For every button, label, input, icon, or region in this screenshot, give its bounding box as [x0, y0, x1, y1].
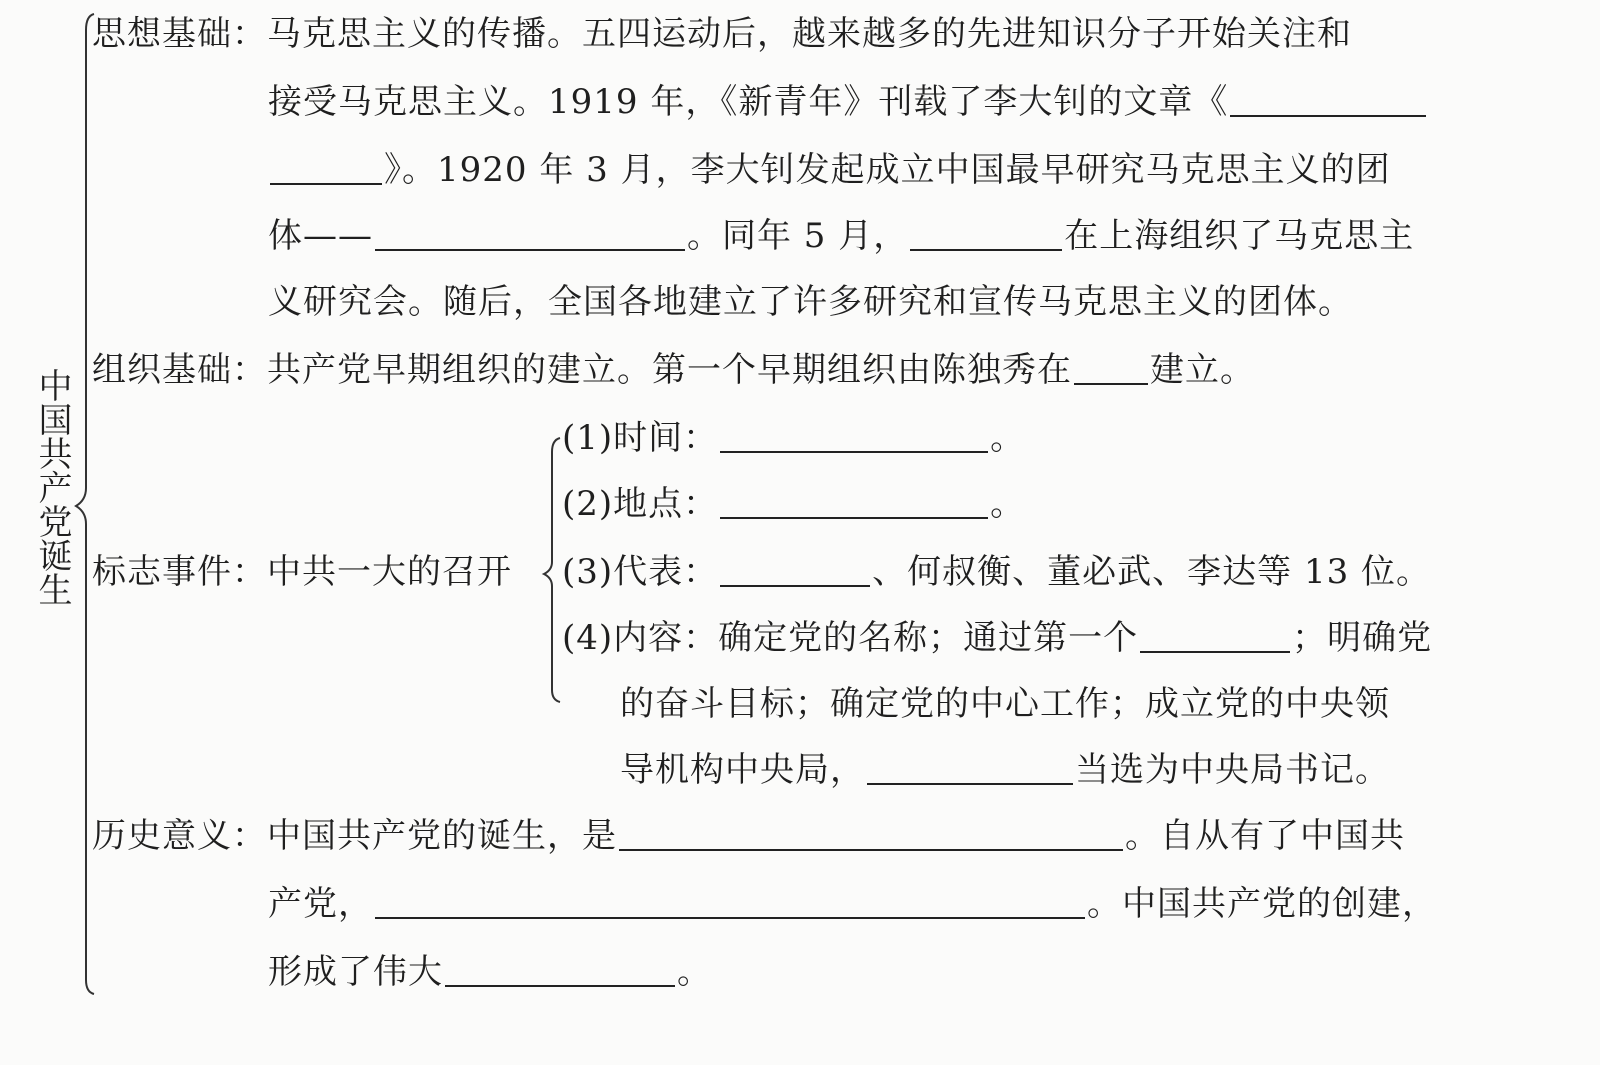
blank-program[interactable] [1140, 621, 1290, 653]
event-reps-label: (3)代表： [562, 552, 719, 592]
thought-line-1 [92, 12, 1352, 56]
thought-line-5 [268, 280, 1353, 324]
thought-text-4b: 。同年 5 月， [687, 216, 909, 256]
blank-organizer[interactable] [910, 219, 1062, 251]
blank-time[interactable] [720, 421, 988, 453]
blank-place[interactable] [720, 487, 988, 519]
significance-line-3 [268, 950, 712, 994]
event-reps-end: 、何叔衡、董必武、李达等 13 位。 [872, 552, 1432, 592]
event-content-text: (4)内容：确定党的名称；通过第一个 [562, 618, 1139, 658]
organization-text-a: 共产党早期组织的建立。第一个早期组织由陈独秀在 [267, 350, 1072, 390]
thought-line-3 [268, 148, 1391, 192]
event-content-text-2: 的奋斗目标；确定党的中心工作；成立党的中央领 [620, 684, 1390, 724]
organization-text-b: 建立。 [1150, 350, 1255, 390]
thought-text-4a: 体—— [268, 216, 373, 256]
significance-text-3b: 。 [677, 952, 712, 992]
significance-text-1b: 。自从有了中国共 [1125, 816, 1405, 856]
event-main-line [92, 550, 512, 594]
significance-text-1a: 中国共产党的诞生，是 [267, 816, 617, 856]
significance-line-1 [92, 814, 1405, 858]
blank-secretary[interactable] [867, 753, 1073, 785]
organization-label: 组织基础： [92, 350, 267, 390]
organization-line [92, 348, 1255, 392]
blank-research-group[interactable] [375, 219, 685, 251]
event-reps-line [562, 550, 1431, 594]
thought-text-5: 义研究会。随后，全国各地建立了许多研究和宣传马克思主义的团体。 [268, 282, 1353, 322]
event-text: 中共一大的召开 [267, 552, 512, 592]
vertical-title: 中国共产党诞生 [32, 368, 72, 606]
significance-label: 历史意义： [92, 816, 267, 856]
significance-text-2a: 产党， [268, 884, 373, 924]
thought-line-2 [268, 80, 1428, 124]
thought-text-2: 接受马克思主义。1919 年，《新青年》刊载了李大钊的文章《 [268, 82, 1229, 122]
thought-line-4 [268, 214, 1414, 258]
thought-text-4c: 在上海组织了马克思主 [1064, 216, 1415, 256]
thought-text-3: 》。1920 年 3 月，李大钊发起成立中国最早研究马克思主义的团 [384, 150, 1391, 190]
significance-text-3a: 形成了伟大 [268, 952, 443, 992]
event-content-text-3b: 当选为中央局书记。 [1075, 750, 1390, 790]
blank-article-title[interactable] [1230, 85, 1426, 117]
event-brace [544, 438, 560, 702]
event-content-line-1 [562, 616, 1432, 660]
event-content-text-3a: 导机构中央局， [620, 750, 865, 790]
event-time-label: (1)时间： [562, 418, 719, 458]
blank-article-title-cont[interactable] [270, 153, 382, 185]
thought-text-1: 马克思主义的传播。五四运动后，越来越多的先进知识分子开始关注和 [267, 14, 1352, 54]
event-time-line [562, 416, 1025, 460]
event-label: 标志事件： [92, 552, 267, 592]
event-place-label: (2)地点： [562, 484, 719, 524]
blank-representative[interactable] [720, 555, 870, 587]
event-place-end: 。 [990, 484, 1026, 524]
blank-great-spirit[interactable] [445, 955, 675, 987]
event-content-end: ；明确党 [1292, 618, 1433, 658]
event-place-line [562, 482, 1025, 526]
event-content-line-3 [620, 748, 1390, 792]
thought-label: 思想基础： [92, 14, 267, 54]
event-time-end: 。 [990, 418, 1026, 458]
significance-line-2 [268, 882, 1437, 926]
blank-significance-1[interactable] [619, 819, 1123, 851]
blank-location-chen[interactable] [1074, 353, 1148, 385]
significance-text-2b: 。中国共产党的创建， [1087, 884, 1437, 924]
event-content-line-2 [620, 682, 1390, 726]
blank-significance-2[interactable] [375, 887, 1085, 919]
